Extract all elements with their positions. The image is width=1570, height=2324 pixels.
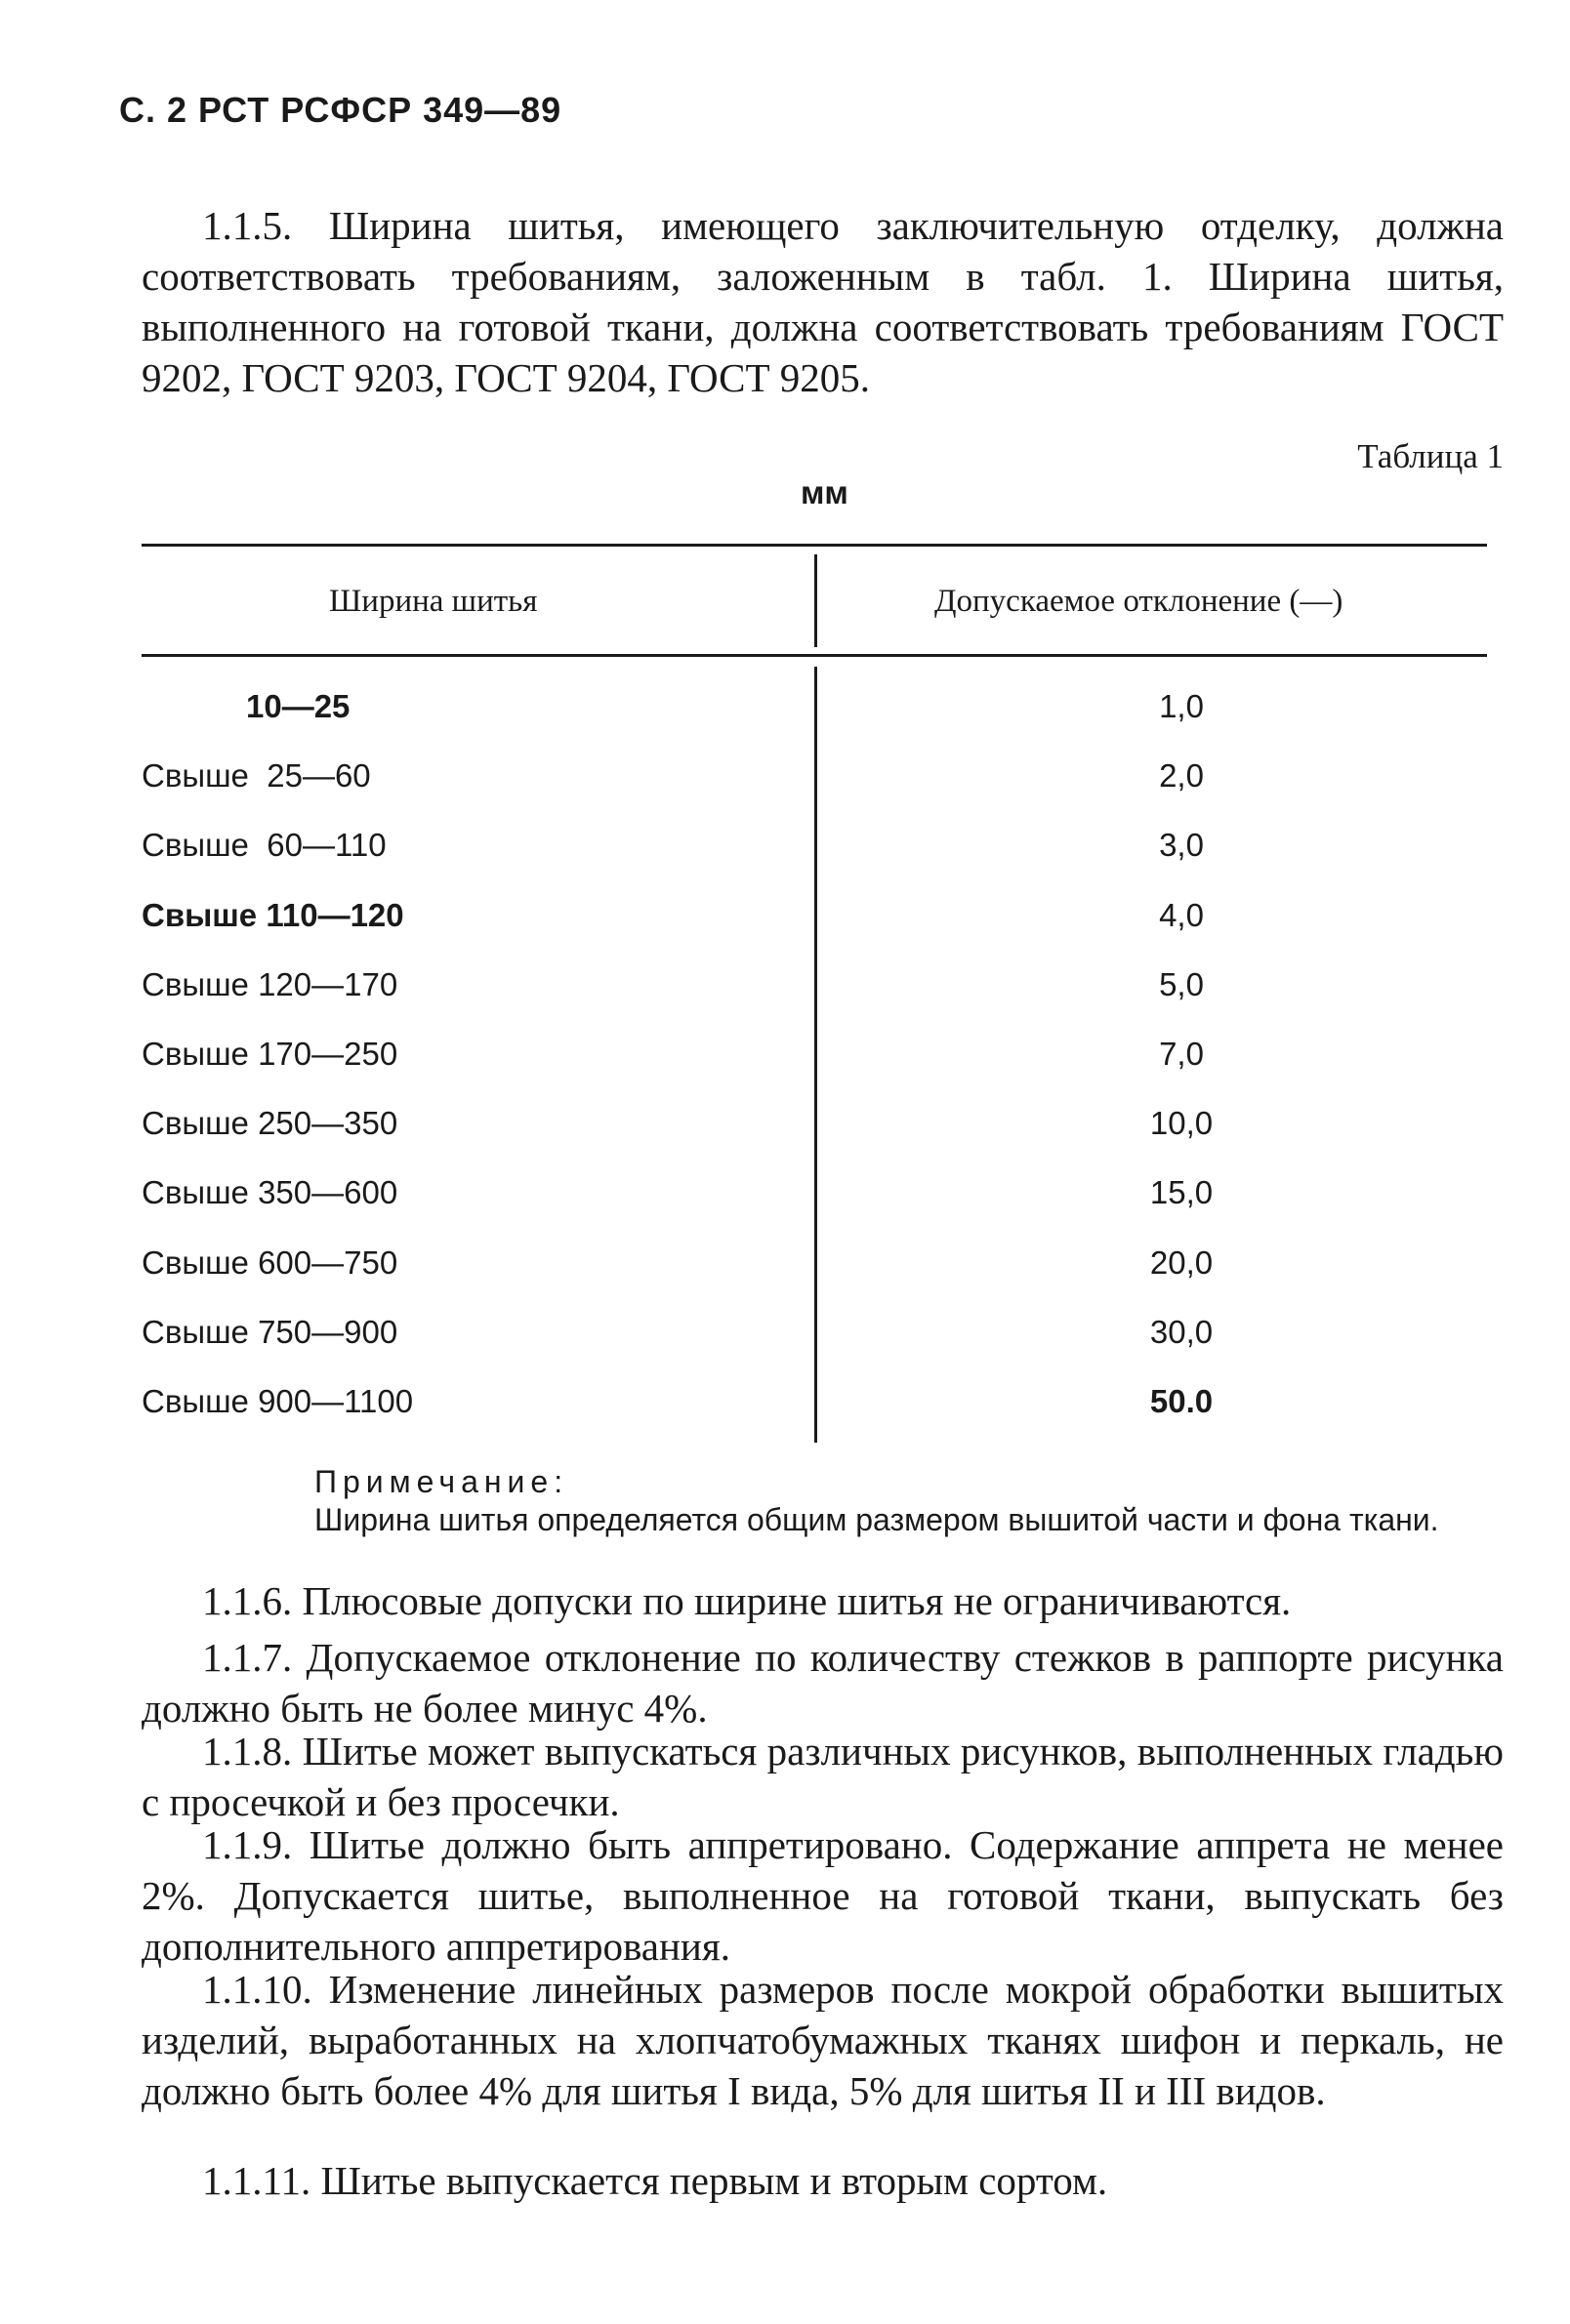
table-row: [142, 966, 1487, 1036]
table-header-rule: [142, 654, 1487, 657]
paragraph-1-1-9: 1.1.9. Шитье должно быть аппретировано. Содержание аппрета не менее 2%. Допускается шитье, выполненное на готовой ткани, выпускать без дополнительного аппретирования.: [142, 1822, 1504, 1969]
table-row: [142, 1244, 1487, 1314]
table-unit: мм: [801, 474, 848, 510]
tolerance-cell: 20,0: [1149, 1244, 1214, 1281]
table-row: [142, 1036, 1487, 1105]
paragraph-1-1-8: 1.1.8. Шитье может выпускаться различных рисунков, выполненных гладью с просечкой и без просечки.: [142, 1729, 1504, 1824]
table-row: [142, 757, 1487, 827]
range-cell: Свыше 250—350: [142, 1105, 398, 1142]
table-body: [142, 688, 1487, 1452]
table-row: [142, 1314, 1487, 1383]
tolerance-cell: 5,0: [1159, 965, 1204, 1002]
tolerance-cell: 30,0: [1149, 1313, 1214, 1350]
range-cell: 10—25: [246, 688, 351, 724]
note-title: Примечание:: [314, 1464, 569, 1499]
tolerance-cell: 1,0: [1159, 688, 1204, 724]
table-row: [142, 688, 1487, 757]
table-row: [142, 1174, 1487, 1244]
table-row: [142, 1383, 1487, 1452]
range-cell: Свыше 120—170: [142, 965, 398, 1002]
table-header-tolerance: Допускаемое отклонение (—): [934, 584, 1343, 619]
paragraph-1-1-10: 1.1.10. Изменение линейных размеров после мокрой обработки вышитых изделий, выработанных на хлопчатобумажных тканях шифон и перкаль, не должно быть более 4% для шитья I вида, 5% для шитья II и III видов.: [142, 1967, 1504, 2113]
paragraph-1-1-11: 1.1.11. Шитье выпускается первым и вторым сортом.: [202, 2158, 1108, 2203]
range-cell: Свыше 60—110: [142, 827, 387, 864]
range-cell: Свыше 110—120: [142, 896, 404, 933]
tolerance-cell: 3,0: [1159, 827, 1204, 864]
table-row: [142, 897, 1487, 966]
tolerance-cell: 50.0: [1149, 1382, 1214, 1419]
tolerance-cell: 15,0: [1149, 1174, 1214, 1211]
tolerance-cell: 4,0: [1159, 896, 1204, 933]
range-cell: Свыше 600—750: [142, 1244, 398, 1281]
range-cell: Свыше 350—600: [142, 1174, 398, 1211]
range-cell: Свыше 25—60: [142, 757, 371, 795]
tolerance-cell: 2,0: [1159, 757, 1204, 795]
tolerance-cell: 10,0: [1149, 1105, 1214, 1142]
paragraph-1-1-7: 1.1.7. Допускаемое отклонение по количеству стежков в раппорте рисунка должно быть не более минус 4%.: [142, 1635, 1504, 1731]
table-row: [142, 827, 1487, 896]
table-header-divider: [814, 554, 817, 647]
page-header: С. 2 РСТ РСФСР 349—89: [119, 90, 562, 130]
table-caption: Таблица 1: [1357, 437, 1504, 475]
tolerance-cell: 7,0: [1159, 1035, 1204, 1072]
range-cell: Свыше 170—250: [142, 1035, 398, 1072]
table-header-width: Ширина шитья: [329, 584, 538, 619]
table-top-rule: [142, 544, 1487, 547]
range-cell: Свыше 900—1100: [142, 1382, 414, 1419]
note-body: Ширина шитья определяется общим размером вышитой части и фона ткани.: [314, 1502, 1439, 1537]
table-row: [142, 1105, 1487, 1174]
paragraph-1-1-5: 1.1.5. Ширина шитья, имеющего заключительную отделку, должна соответствовать требованиям, заложенным в табл. 1. Ширина шитья, выполненного на готовой ткани, должна соответствовать требованиям ГОСТ 9202, ГОСТ 9203, ГОСТ 9204, ГОСТ 9205.: [142, 203, 1504, 400]
paragraph-1-1-6: 1.1.6. Плюсовые допуски по ширине шитья не ограничиваются.: [202, 1578, 1292, 1623]
range-cell: Свыше 750—900: [142, 1313, 398, 1350]
